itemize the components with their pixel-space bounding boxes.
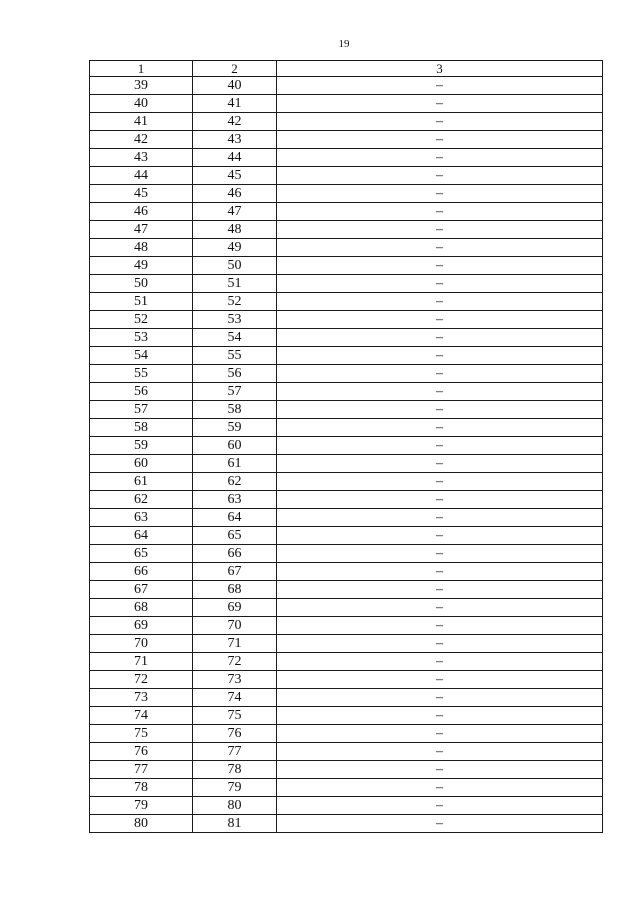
cell-col-3: –	[277, 779, 603, 797]
cell-col-1: 58	[90, 419, 193, 437]
cell-col-3: –	[277, 455, 603, 473]
cell-col-3: –	[277, 419, 603, 437]
cell-col-3: –	[277, 383, 603, 401]
table-row	[90, 689, 603, 707]
cell-col-3: –	[277, 707, 603, 725]
cell-col-1: 49	[90, 257, 193, 275]
cell-col-3: –	[277, 347, 603, 365]
cell-col-1: 44	[90, 167, 193, 185]
cell-col-3: –	[277, 293, 603, 311]
table-row	[90, 275, 603, 293]
table-row	[90, 293, 603, 311]
cell-col-1: 65	[90, 545, 193, 563]
cell-col-2: 47	[193, 203, 277, 221]
cell-col-3: –	[277, 761, 603, 779]
cell-col-1: 56	[90, 383, 193, 401]
table-row	[90, 383, 603, 401]
table-row	[90, 491, 603, 509]
cell-col-3: –	[277, 311, 603, 329]
cell-col-1: 57	[90, 401, 193, 419]
cell-col-3: –	[277, 581, 603, 599]
cell-col-3: –	[277, 527, 603, 545]
cell-col-2: 62	[193, 473, 277, 491]
cell-col-1: 43	[90, 149, 193, 167]
cell-col-1: 69	[90, 617, 193, 635]
cell-col-1: 64	[90, 527, 193, 545]
table-row	[90, 779, 603, 797]
cell-col-3: –	[277, 365, 603, 383]
table-row	[90, 581, 603, 599]
cell-col-3: –	[277, 185, 603, 203]
cell-col-1: 76	[90, 743, 193, 761]
cell-col-3: –	[277, 743, 603, 761]
cell-col-2: 77	[193, 743, 277, 761]
cell-col-2: 43	[193, 131, 277, 149]
table-row	[90, 185, 603, 203]
data-table	[89, 60, 603, 833]
cell-col-3: –	[277, 221, 603, 239]
cell-col-2: 60	[193, 437, 277, 455]
cell-col-2: 63	[193, 491, 277, 509]
cell-col-2: 52	[193, 293, 277, 311]
cell-col-2: 42	[193, 113, 277, 131]
cell-col-3: –	[277, 617, 603, 635]
cell-col-2: 79	[193, 779, 277, 797]
cell-col-1: 77	[90, 761, 193, 779]
cell-col-2: 53	[193, 311, 277, 329]
table-row	[90, 617, 603, 635]
cell-col-1: 72	[90, 671, 193, 689]
table-row	[90, 77, 603, 95]
cell-col-1: 39	[90, 77, 193, 95]
cell-col-1: 47	[90, 221, 193, 239]
table-row	[90, 707, 603, 725]
cell-col-1: 70	[90, 635, 193, 653]
cell-col-3: –	[277, 401, 603, 419]
table-row	[90, 761, 603, 779]
cell-col-2: 48	[193, 221, 277, 239]
cell-col-1: 51	[90, 293, 193, 311]
table-row	[90, 347, 603, 365]
cell-col-2: 71	[193, 635, 277, 653]
cell-col-2: 78	[193, 761, 277, 779]
table-row	[90, 167, 603, 185]
table-row	[90, 599, 603, 617]
cell-col-1: 67	[90, 581, 193, 599]
table-row	[90, 527, 603, 545]
cell-col-1: 80	[90, 815, 193, 833]
table-row	[90, 797, 603, 815]
cell-col-2: 81	[193, 815, 277, 833]
table-body	[90, 61, 603, 833]
table-row	[90, 545, 603, 563]
cell-col-1: 60	[90, 455, 193, 473]
cell-col-1: 59	[90, 437, 193, 455]
cell-col-1: 71	[90, 653, 193, 671]
cell-col-1: 75	[90, 725, 193, 743]
cell-col-2: 55	[193, 347, 277, 365]
table-row	[90, 437, 603, 455]
cell-col-2: 50	[193, 257, 277, 275]
cell-col-2: 56	[193, 365, 277, 383]
cell-col-3: –	[277, 599, 603, 617]
cell-col-2: 61	[193, 455, 277, 473]
cell-col-2: 66	[193, 545, 277, 563]
cell-col-3: –	[277, 329, 603, 347]
cell-col-1: 50	[90, 275, 193, 293]
page-number: 19	[338, 38, 350, 50]
table-row	[90, 149, 603, 167]
cell-col-2: 58	[193, 401, 277, 419]
cell-col-1: 74	[90, 707, 193, 725]
cell-col-3: –	[277, 275, 603, 293]
cell-col-1: 54	[90, 347, 193, 365]
cell-col-2: 80	[193, 797, 277, 815]
cell-col-2: 54	[193, 329, 277, 347]
cell-col-3: –	[277, 95, 603, 113]
cell-col-1: 68	[90, 599, 193, 617]
cell-col-3: –	[277, 653, 603, 671]
table-row	[90, 419, 603, 437]
cell-col-3: –	[277, 797, 603, 815]
cell-col-1: 62	[90, 491, 193, 509]
cell-col-2: 65	[193, 527, 277, 545]
cell-col-3: –	[277, 149, 603, 167]
table-row	[90, 815, 603, 833]
cell-col-3: –	[277, 725, 603, 743]
table-row	[90, 653, 603, 671]
header-cell-3: 3	[277, 61, 603, 77]
cell-col-1: 66	[90, 563, 193, 581]
table-row	[90, 365, 603, 383]
table-row	[90, 563, 603, 581]
table-row	[90, 725, 603, 743]
table-row	[90, 221, 603, 239]
cell-col-2: 74	[193, 689, 277, 707]
cell-col-2: 76	[193, 725, 277, 743]
cell-col-3: –	[277, 815, 603, 833]
cell-col-3: –	[277, 113, 603, 131]
cell-col-2: 70	[193, 617, 277, 635]
cell-col-3: –	[277, 671, 603, 689]
cell-col-3: –	[277, 491, 603, 509]
cell-col-3: –	[277, 563, 603, 581]
table-row	[90, 203, 603, 221]
cell-col-2: 73	[193, 671, 277, 689]
cell-col-3: –	[277, 545, 603, 563]
cell-col-1: 45	[90, 185, 193, 203]
cell-col-1: 42	[90, 131, 193, 149]
cell-col-1: 52	[90, 311, 193, 329]
cell-col-2: 40	[193, 77, 277, 95]
cell-col-3: –	[277, 473, 603, 491]
table-row	[90, 671, 603, 689]
cell-col-3: –	[277, 239, 603, 257]
cell-col-2: 44	[193, 149, 277, 167]
cell-col-2: 51	[193, 275, 277, 293]
table-header-row	[90, 61, 603, 77]
cell-col-3: –	[277, 437, 603, 455]
table-row	[90, 311, 603, 329]
cell-col-1: 61	[90, 473, 193, 491]
cell-col-1: 41	[90, 113, 193, 131]
table-row	[90, 473, 603, 491]
cell-col-3: –	[277, 689, 603, 707]
cell-col-1: 73	[90, 689, 193, 707]
cell-col-2: 67	[193, 563, 277, 581]
header-cell-2: 2	[193, 61, 277, 77]
table-row	[90, 95, 603, 113]
cell-col-1: 48	[90, 239, 193, 257]
cell-col-2: 57	[193, 383, 277, 401]
cell-col-1: 79	[90, 797, 193, 815]
table-row	[90, 635, 603, 653]
cell-col-1: 46	[90, 203, 193, 221]
table-row	[90, 131, 603, 149]
cell-col-3: –	[277, 77, 603, 95]
cell-col-3: –	[277, 203, 603, 221]
cell-col-1: 78	[90, 779, 193, 797]
table-row	[90, 257, 603, 275]
cell-col-2: 69	[193, 599, 277, 617]
table-row	[90, 455, 603, 473]
cell-col-2: 59	[193, 419, 277, 437]
cell-col-3: –	[277, 635, 603, 653]
cell-col-1: 40	[90, 95, 193, 113]
table-row	[90, 509, 603, 527]
cell-col-2: 64	[193, 509, 277, 527]
cell-col-2: 41	[193, 95, 277, 113]
table-row	[90, 113, 603, 131]
cell-col-2: 46	[193, 185, 277, 203]
header-cell-1: 1	[90, 61, 193, 77]
cell-col-3: –	[277, 167, 603, 185]
table-row	[90, 239, 603, 257]
cell-col-3: –	[277, 509, 603, 527]
cell-col-3: –	[277, 257, 603, 275]
cell-col-2: 72	[193, 653, 277, 671]
cell-col-3: –	[277, 131, 603, 149]
cell-col-1: 63	[90, 509, 193, 527]
cell-col-2: 45	[193, 167, 277, 185]
table-row	[90, 743, 603, 761]
table-row	[90, 329, 603, 347]
table-row	[90, 401, 603, 419]
cell-col-1: 55	[90, 365, 193, 383]
cell-col-2: 49	[193, 239, 277, 257]
cell-col-1: 53	[90, 329, 193, 347]
cell-col-2: 68	[193, 581, 277, 599]
cell-col-2: 75	[193, 707, 277, 725]
